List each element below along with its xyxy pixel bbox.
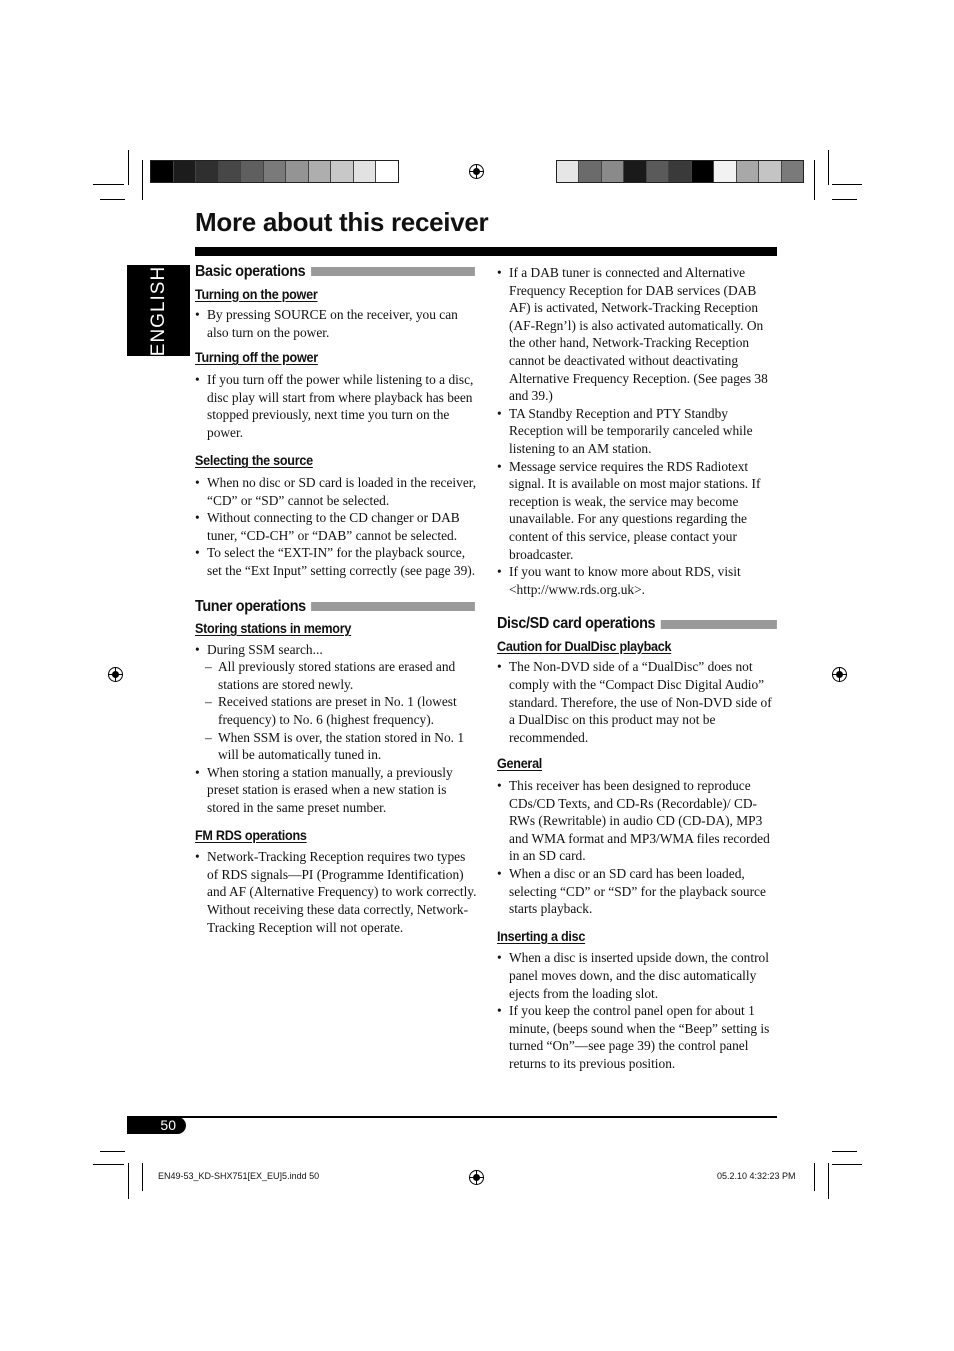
list-item: • This receiver has been designed to reproduce CDs/CD Texts, and CD-Rs (Recordable)/ CD-RWs (Rewritable) in audio CD (CD-DA), MP3 and WMA format and MP3/WMA files recorded in an SD card. xyxy=(497,777,779,865)
subheading: Selecting the source xyxy=(195,452,313,469)
left-column xyxy=(195,263,477,936)
color-swatch xyxy=(647,161,669,182)
registration-mark-icon xyxy=(469,164,484,179)
color-swatch xyxy=(286,161,309,182)
color-swatch xyxy=(376,161,398,182)
list-item: • When a disc or an SD card has been loaded, selecting “CD” or “SD” for the playback source starts playback. xyxy=(497,865,779,918)
section-heading: Basic operations xyxy=(195,263,475,281)
language-tab xyxy=(127,265,190,356)
subheading: Caution for DualDisc playback xyxy=(497,637,672,654)
right-column xyxy=(497,264,779,1073)
list-item: – All previously stored stations are erased and stations are stored newly. xyxy=(195,658,477,693)
color-swatch xyxy=(602,161,624,182)
subheading: General xyxy=(497,755,543,772)
bottom-rule xyxy=(127,1116,777,1118)
bullet-list xyxy=(497,949,779,1072)
bullet-list xyxy=(195,371,477,441)
list-item: • If a DAB tuner is connected and Alternative Frequency Reception for DAB services (DAB AF) is activated, Network-Tracking Reception (AF-Regn’l) is also activated automatically. On the other hand, Network-Tracking Reception cannot be deactivated without deactivating Alternative Frequency Reception. (See pages 38 and 39.) xyxy=(497,264,779,405)
color-swatch xyxy=(759,161,781,182)
list-item: • Without connecting to the CD changer or DAB tuner, “CD-CH” or “DAB” cannot be selected. xyxy=(195,509,477,544)
list-item: • If you keep the control panel open for about 1 minute, (beeps sound when the “Beep” setting is turned “On”—see page 39) the control panel returns to its previous position. xyxy=(497,1002,779,1072)
color-swatch xyxy=(151,161,174,182)
color-swatch xyxy=(579,161,601,182)
color-swatch xyxy=(782,161,803,182)
color-swatch xyxy=(174,161,197,182)
bullet-list xyxy=(195,474,477,580)
list-item: • During SSM search... xyxy=(195,641,477,659)
subheading: Turning off the power xyxy=(195,349,318,366)
color-swatch xyxy=(196,161,219,182)
bullet-list xyxy=(195,306,477,341)
color-swatch xyxy=(557,161,579,182)
calibration-bar-left xyxy=(150,160,399,183)
list-item: – Received stations are preset in No. 1 (lowest frequency) to No. 6 (highest frequency). xyxy=(195,693,477,728)
subheading: Storing stations in memory xyxy=(195,620,352,637)
page-title: More about this receiver xyxy=(195,207,489,237)
section-heading: Disc/SD card operations xyxy=(497,615,777,633)
color-swatch xyxy=(737,161,759,182)
color-swatch xyxy=(309,161,332,182)
bullet-list xyxy=(195,848,477,936)
color-swatch xyxy=(331,161,354,182)
bullet-list xyxy=(195,641,477,817)
color-swatch xyxy=(354,161,377,182)
list-item: • Message service requires the RDS Radiotext signal. It is available on most major stations. If reception is weak, the service may become unavailable. For any questions regarding the content of this service, please contact your broadcaster. xyxy=(497,458,779,564)
section-rule xyxy=(311,267,475,276)
list-item: • The Non-DVD side of a “DualDisc” does not comply with the “Compact Disc Digital Audio” standard. Therefore, the use of Non-DVD side of a DualDisc on this product may not be recommended. xyxy=(497,658,779,746)
bullet-list xyxy=(497,658,779,746)
list-item: • If you turn off the power while listening to a disc, disc play will start from where playback has been stopped previously, next time you turn on the power. xyxy=(195,371,477,441)
section-heading: Tuner operations xyxy=(195,598,475,616)
color-swatch xyxy=(714,161,736,182)
color-swatch xyxy=(692,161,714,182)
color-swatch xyxy=(219,161,242,182)
section-rule xyxy=(311,602,475,611)
language-label: ENGLISH xyxy=(147,265,169,356)
color-swatch xyxy=(669,161,691,182)
registration-mark-icon xyxy=(469,1170,484,1185)
section-rule xyxy=(661,620,777,629)
bullet-list xyxy=(497,777,779,918)
footer-timestamp: 05.2.10 4:32:23 PM xyxy=(717,1171,796,1181)
registration-mark-icon xyxy=(108,667,123,682)
registration-mark-icon xyxy=(832,667,847,682)
list-item: – When SSM is over, the station stored in No. 1 will be automatically tuned in. xyxy=(195,729,477,764)
color-swatch xyxy=(264,161,287,182)
list-item: • If you want to know more about RDS, visit <http://www.rds.org.uk>. xyxy=(497,563,779,598)
list-item: • When no disc or SD card is loaded in the receiver, “CD” or “SD” cannot be selected. xyxy=(195,474,477,509)
list-item: • When storing a station manually, a previously preset station is erased when a new station is stored in the same preset number. xyxy=(195,764,477,817)
color-swatch xyxy=(624,161,646,182)
subheading: Inserting a disc xyxy=(497,927,586,944)
list-item: • TA Standby Reception and PTY Standby Reception will be temporarily canceled while listening to an AM station. xyxy=(497,405,779,458)
calibration-bar-right xyxy=(556,160,804,183)
bullet-list xyxy=(497,264,779,598)
footer-file: EN49-53_KD-SHX751[EX_EU]5.indd 50 xyxy=(158,1171,320,1181)
list-item: • Network-Tracking Reception requires two types of RDS signals—PI (Programme Identification) and AF (Alternative Frequency) to work correctly. Without receiving these data correctly, Network-Tracking Reception will not operate. xyxy=(195,848,477,936)
title-rule xyxy=(195,247,777,256)
subheading: Turning on the power xyxy=(195,285,318,302)
color-swatch xyxy=(241,161,264,182)
page-number: 50 xyxy=(160,1117,176,1133)
list-item: • When a disc is inserted upside down, the control panel moves down, and the disc automatically ejects from the loading slot. xyxy=(497,949,779,1002)
list-item: • To select the “EXT-IN” for the playback source, set the “Ext Input” setting correctly (see page 39). xyxy=(195,544,477,579)
page-number-tab xyxy=(127,1117,186,1134)
subheading: FM RDS operations xyxy=(195,826,307,843)
list-item: • By pressing SOURCE on the receiver, you can also turn on the power. xyxy=(195,306,477,341)
